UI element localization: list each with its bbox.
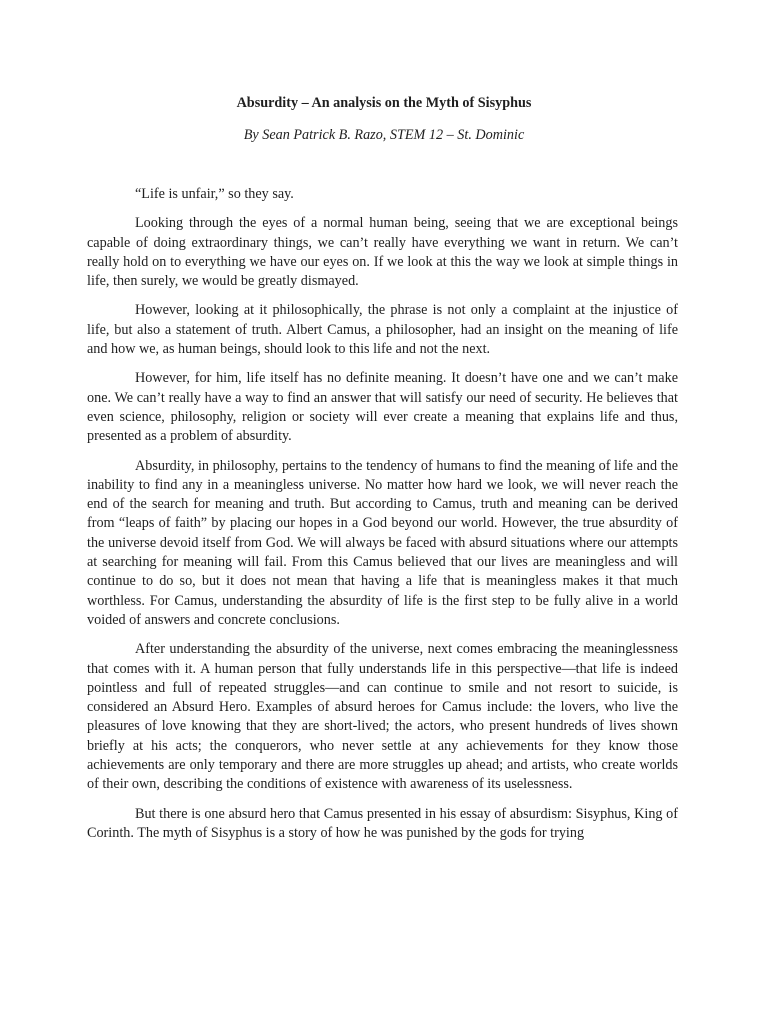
document-body — [87, 185, 678, 853]
paragraph: Absurdity, in philosophy, pertains to the tendency of humans to find the meaning of life and the inability to find any in a meaningless universe. No matter how hard we look, we will never reach the end of the search for meaning and truth. But according to Camus, truth and meaning can be derived from “leaps of faith” by placing our hopes in a God beyond our world. However, the true absurdity of the universe devoid itself from God. We will always be faced with absurd situations where our attempts at searching for meaning will fail. From this Camus believed that our lives are meaningless and will continue to do so, but it does not mean that having a life that is meaningless makes it that much worthless. For Camus, understanding the absurdity of life is the first step to be fully alive in a world voided of answers and concrete conclusions. — [87, 457, 678, 628]
paragraph: “Life is unfair,” so they say. — [135, 186, 294, 202]
document-title: Absurdity – An analysis on the Myth of Sisyphus — [236, 95, 532, 111]
paragraph: However, looking at it philosophically, the phrase is not only a complaint at the injustice of life, but also a statement of truth. Albert Camus, a philosopher, had an insight on the meaning of life and how we, as human beings, should look to this life and not the next. — [87, 302, 678, 358]
paragraph: Looking through the eyes of a normal human being, seeing that we are exceptional beings capable of doing extraordinary things, we can’t really have everything we want in return. We can’t really hold on to everything we have our eyes on. If we look at this the way we look at simple things in life, then surely, we would be greatly dismayed. — [87, 215, 678, 290]
author-byline: By Sean Patrick B. Razo, STEM 12 – St. Dominic — [243, 127, 525, 143]
paragraph: After understanding the absurdity of the universe, next comes embracing the meaninglessness that comes with it. A human person that fully understands life in this perspective—that life is indeed pointless and full of repeated struggles—and can continue to smile and not resort to suicide, is considered an Absurd Hero. Examples of absurd heroes for Camus include: the lovers, who live the pleasures of love knowing that they are short-lived; the actors, who present hundreds of lives shown briefly at his acts; the conquerors, who never settle at any achievements for they know those achievements are only temporary and there are more struggles up ahead; and artists, who create worlds of their own, describing the conditions of existence with awareness of its uselessness. — [87, 641, 678, 793]
paragraph: However, for him, life itself has no definite meaning. It doesn’t have one and we can’t make one. We can’t really have a way to find an answer that will satisfy our need of security. He believes that even science, philosophy, religion or society will ever create a meaning that explains life and thus, presented as a problem of absurdity. — [87, 370, 678, 445]
paragraph: But there is one absurd hero that Camus presented in his essay of absurdism: Sisyphus, King of Corinth. The myth of Sisyphus is a story of how he was punished by the gods for trying — [87, 805, 678, 841]
